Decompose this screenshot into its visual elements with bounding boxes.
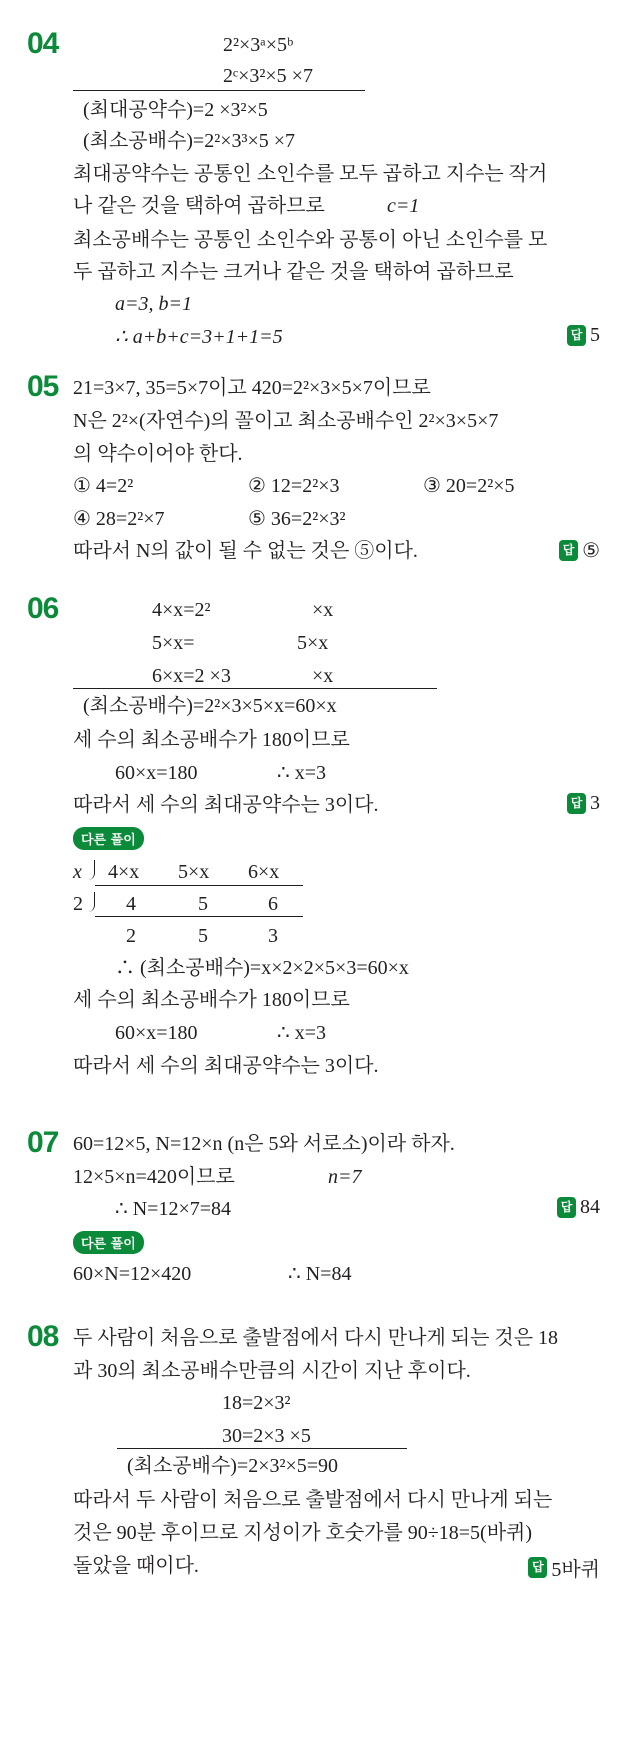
text-line: 과 30의 최소공배수만큼의 시간이 지난 후이다. bbox=[73, 1360, 471, 1382]
choice: ② 12=2²×3 bbox=[248, 475, 340, 497]
division-cell: 4×x bbox=[108, 861, 140, 883]
divider-rule bbox=[73, 688, 437, 689]
text-line: 돌았을 때이다. bbox=[73, 1555, 199, 1577]
division-cell: 6×x bbox=[248, 861, 280, 883]
math-result: n=7 bbox=[328, 1166, 362, 1188]
answer bbox=[567, 324, 600, 347]
problem-number-04: 04 bbox=[27, 27, 59, 60]
answer-icon: 답 bbox=[557, 1197, 576, 1218]
divider-rule bbox=[117, 1448, 407, 1449]
text-line: 최대공약수는 공통인 소인수를 모두 곱하고 지수는 작거 bbox=[73, 163, 548, 185]
answer bbox=[528, 1553, 600, 1582]
text-line: 따라서 두 사람이 처음으로 출발점에서 다시 만나게 되는 bbox=[73, 1489, 553, 1511]
text-line: N은 2²×(자연수)의 꼴이고 최소공배수인 2²×3×5×7 bbox=[73, 410, 499, 432]
problem-number-08: 08 bbox=[27, 1320, 59, 1353]
math-line: ∴ x=3 bbox=[277, 762, 327, 784]
factor-line: ×x bbox=[312, 665, 334, 687]
factor-line: ×x bbox=[312, 599, 334, 621]
answer-value: ⑤ bbox=[582, 540, 600, 562]
factor-line: 5×x bbox=[297, 632, 329, 654]
division-cell: 4 bbox=[126, 893, 136, 915]
divider-rule bbox=[73, 90, 365, 91]
math-line: ∴ N=12×7=84 bbox=[115, 1198, 232, 1220]
factor-line: 30=2×3 ×5 bbox=[222, 1425, 311, 1447]
math-line: 60×N=12×420 bbox=[73, 1263, 192, 1285]
choice: ① 4=2² bbox=[73, 475, 134, 497]
factor-line: 2²×3ᵃ×5ᵇ bbox=[223, 34, 294, 56]
text-line: 21=3×7, 35=5×7이고 420=2²×3×5×7이므로 bbox=[73, 377, 431, 399]
text-line: 두 곱하고 지수는 크거나 같은 것을 택하여 곱하므로 bbox=[73, 261, 514, 283]
factor-line: 6×x=2 ×3 bbox=[152, 665, 231, 687]
math-line: ∴ x=3 bbox=[277, 1022, 327, 1044]
problem-number-07: 07 bbox=[27, 1126, 59, 1159]
division-cell: 6 bbox=[268, 893, 278, 915]
text-line: 60=12×5, N=12×n (n은 5와 서로소)이라 하자. bbox=[73, 1133, 455, 1155]
division-cell: 3 bbox=[268, 925, 278, 947]
factor-line: 4×x=2² bbox=[152, 599, 211, 621]
math-line: ∴ a+b+c=3+1+1=5 bbox=[115, 326, 283, 348]
answer-icon: 답 bbox=[567, 793, 586, 814]
math-line: 60×x=180 bbox=[115, 762, 198, 784]
lcm-line: (최소공배수)=2²×3×5×x=60×x bbox=[83, 695, 337, 717]
text-line: 의 약수이어야 한다. bbox=[73, 443, 243, 465]
text-line: 따라서 세 수의 최대공약수는 3이다. bbox=[73, 794, 379, 816]
math-line: 60×x=180 bbox=[115, 1022, 198, 1044]
answer-icon: 답 bbox=[567, 325, 586, 346]
alt-solution-badge: 다른 풀이 bbox=[73, 1231, 144, 1254]
answer-icon: 답 bbox=[528, 1557, 547, 1578]
math-result: c=1 bbox=[387, 195, 420, 217]
answer-value: 5바퀴 bbox=[551, 1559, 600, 1581]
lcm-line: (최소공배수)=2²×3³×5 ×7 bbox=[83, 130, 296, 152]
answer bbox=[559, 538, 600, 563]
answer bbox=[567, 792, 600, 815]
problem-number-06: 06 bbox=[27, 592, 59, 625]
answer bbox=[557, 1196, 600, 1219]
text-line: 최소공배수는 공통인 소인수와 공통이 아닌 소인수를 모 bbox=[73, 229, 548, 251]
choice: ④ 28=2²×7 bbox=[73, 508, 165, 530]
problem-number-05: 05 bbox=[27, 370, 59, 403]
alt-solution-badge: 다른 풀이 bbox=[73, 827, 144, 850]
lcm-line: (최소공배수)=2×3²×5=90 bbox=[127, 1455, 339, 1477]
factor-line: 18=2×3² bbox=[222, 1392, 291, 1414]
math-line: ∴ (최소공배수)=x×2×2×5×3=60×x bbox=[115, 957, 409, 979]
division-cell: 5 bbox=[198, 925, 208, 947]
answer-icon: 답 bbox=[559, 540, 578, 561]
answer-value: 3 bbox=[590, 792, 600, 814]
choice: ③ 20=2²×5 bbox=[423, 475, 515, 497]
text-line: 따라서 세 수의 최대공약수는 3이다. bbox=[73, 1055, 379, 1077]
gcd-line: (최대공약수)=2 ×3²×5 bbox=[83, 99, 268, 121]
factor-line: 5×x= bbox=[152, 632, 195, 654]
choice: ⑤ 36=2²×3² bbox=[248, 508, 346, 530]
text-line: 12×5×n=420이므로 bbox=[73, 1166, 235, 1188]
text-line: 세 수의 최소공배수가 180이므로 bbox=[73, 989, 350, 1011]
text-line: 나 같은 것을 택하여 곱하므로 bbox=[73, 195, 325, 217]
divisor: x bbox=[73, 861, 82, 883]
division-cell: 5 bbox=[198, 893, 208, 915]
text-line: 것은 90분 후이므로 지성이가 호숫가를 90÷18=5(바퀴) bbox=[73, 1522, 533, 1544]
text-line: 세 수의 최소공배수가 180이므로 bbox=[73, 729, 350, 751]
divisor: 2 bbox=[73, 893, 83, 915]
math-line: ∴ N=84 bbox=[288, 1263, 352, 1285]
factor-line: 2ᶜ×3²×5 ×7 bbox=[223, 65, 313, 87]
division-rule bbox=[95, 885, 303, 886]
answer-value: 5 bbox=[590, 324, 600, 346]
math-line: a=3, b=1 bbox=[115, 293, 192, 315]
answer-value: 84 bbox=[580, 1196, 600, 1218]
division-bracket bbox=[88, 860, 95, 880]
division-rule bbox=[95, 916, 303, 917]
division-cell: 5×x bbox=[178, 861, 210, 883]
text-line: 두 사람이 처음으로 출발점에서 다시 만나게 되는 것은 18 bbox=[73, 1327, 559, 1349]
division-bracket bbox=[88, 892, 95, 912]
division-cell: 2 bbox=[126, 925, 136, 947]
text-line: 따라서 N의 값이 될 수 없는 것은 ⑤이다. bbox=[73, 540, 418, 562]
